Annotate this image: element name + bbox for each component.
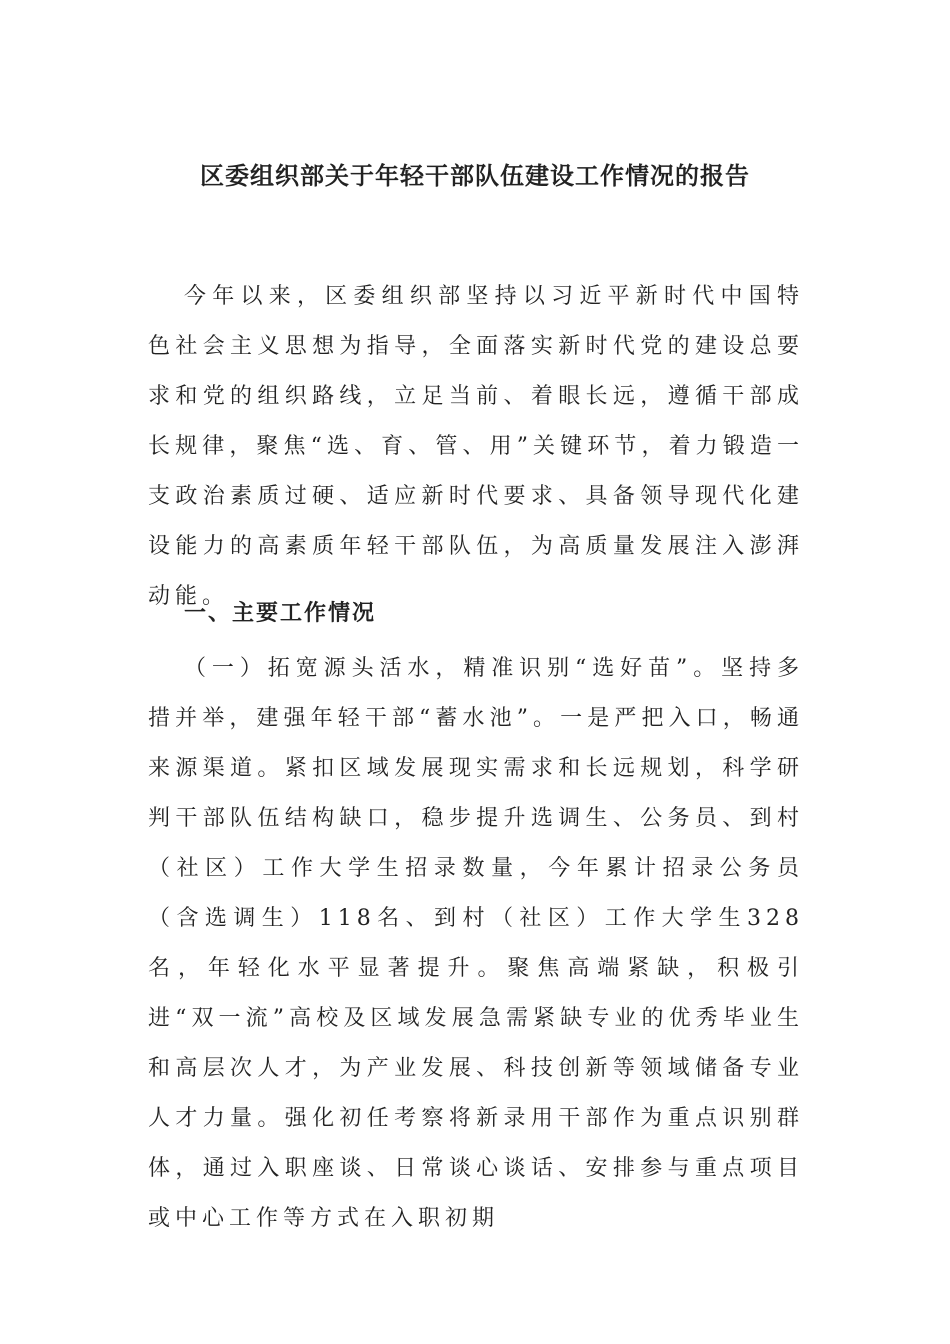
section-heading: 一、主要工作情况 [184, 600, 377, 626]
document-title: 区委组织部关于年轻干部队伍建设工作情况的报告 [200, 161, 750, 190]
intro-paragraph: 今年以来，区委组织部坚持以习近平新时代中国特色社会主义思想为指导，全面落实新时代党的建设总要求和党的组织路线，立足当前、着眼长远，遵循干部成长规律，聚焦“选、育、管、用”关键环节，着力锻造一支政治素质过硬、适应新时代要求、具备领导现代化建设能力的高素质年轻干部队伍，为高质量发展注入澎湃动能。 [148, 284, 804, 609]
section-paragraph: （一）拓宽源头活水，精准识别“选好苗”。坚持多措并举，建强年轻干部“蓄水池”。一是严把入口，畅通来源渠道。紧扣区域发展现实需求和长远规划，科学研判干部队伍结构缺口，稳步提升选调生、公务员、到村（社区）工作大学生招录数量，今年累计招录公务员（含选调生）118名、到村（社区）工作大学生328名，年轻化水平显著提升。聚焦高端紧缺，积极引进“双一流”高校及区域发展急需紧缺专业的优秀毕业生和高层次人才，为产业发展、科技创新等领域储备专业人才力量。强化初任考察将新录用干部作为重点识别群体，通过入职座谈、日常谈心谈话、安排参与重点项目或中心工作等方式在入职初期 [148, 656, 804, 1231]
